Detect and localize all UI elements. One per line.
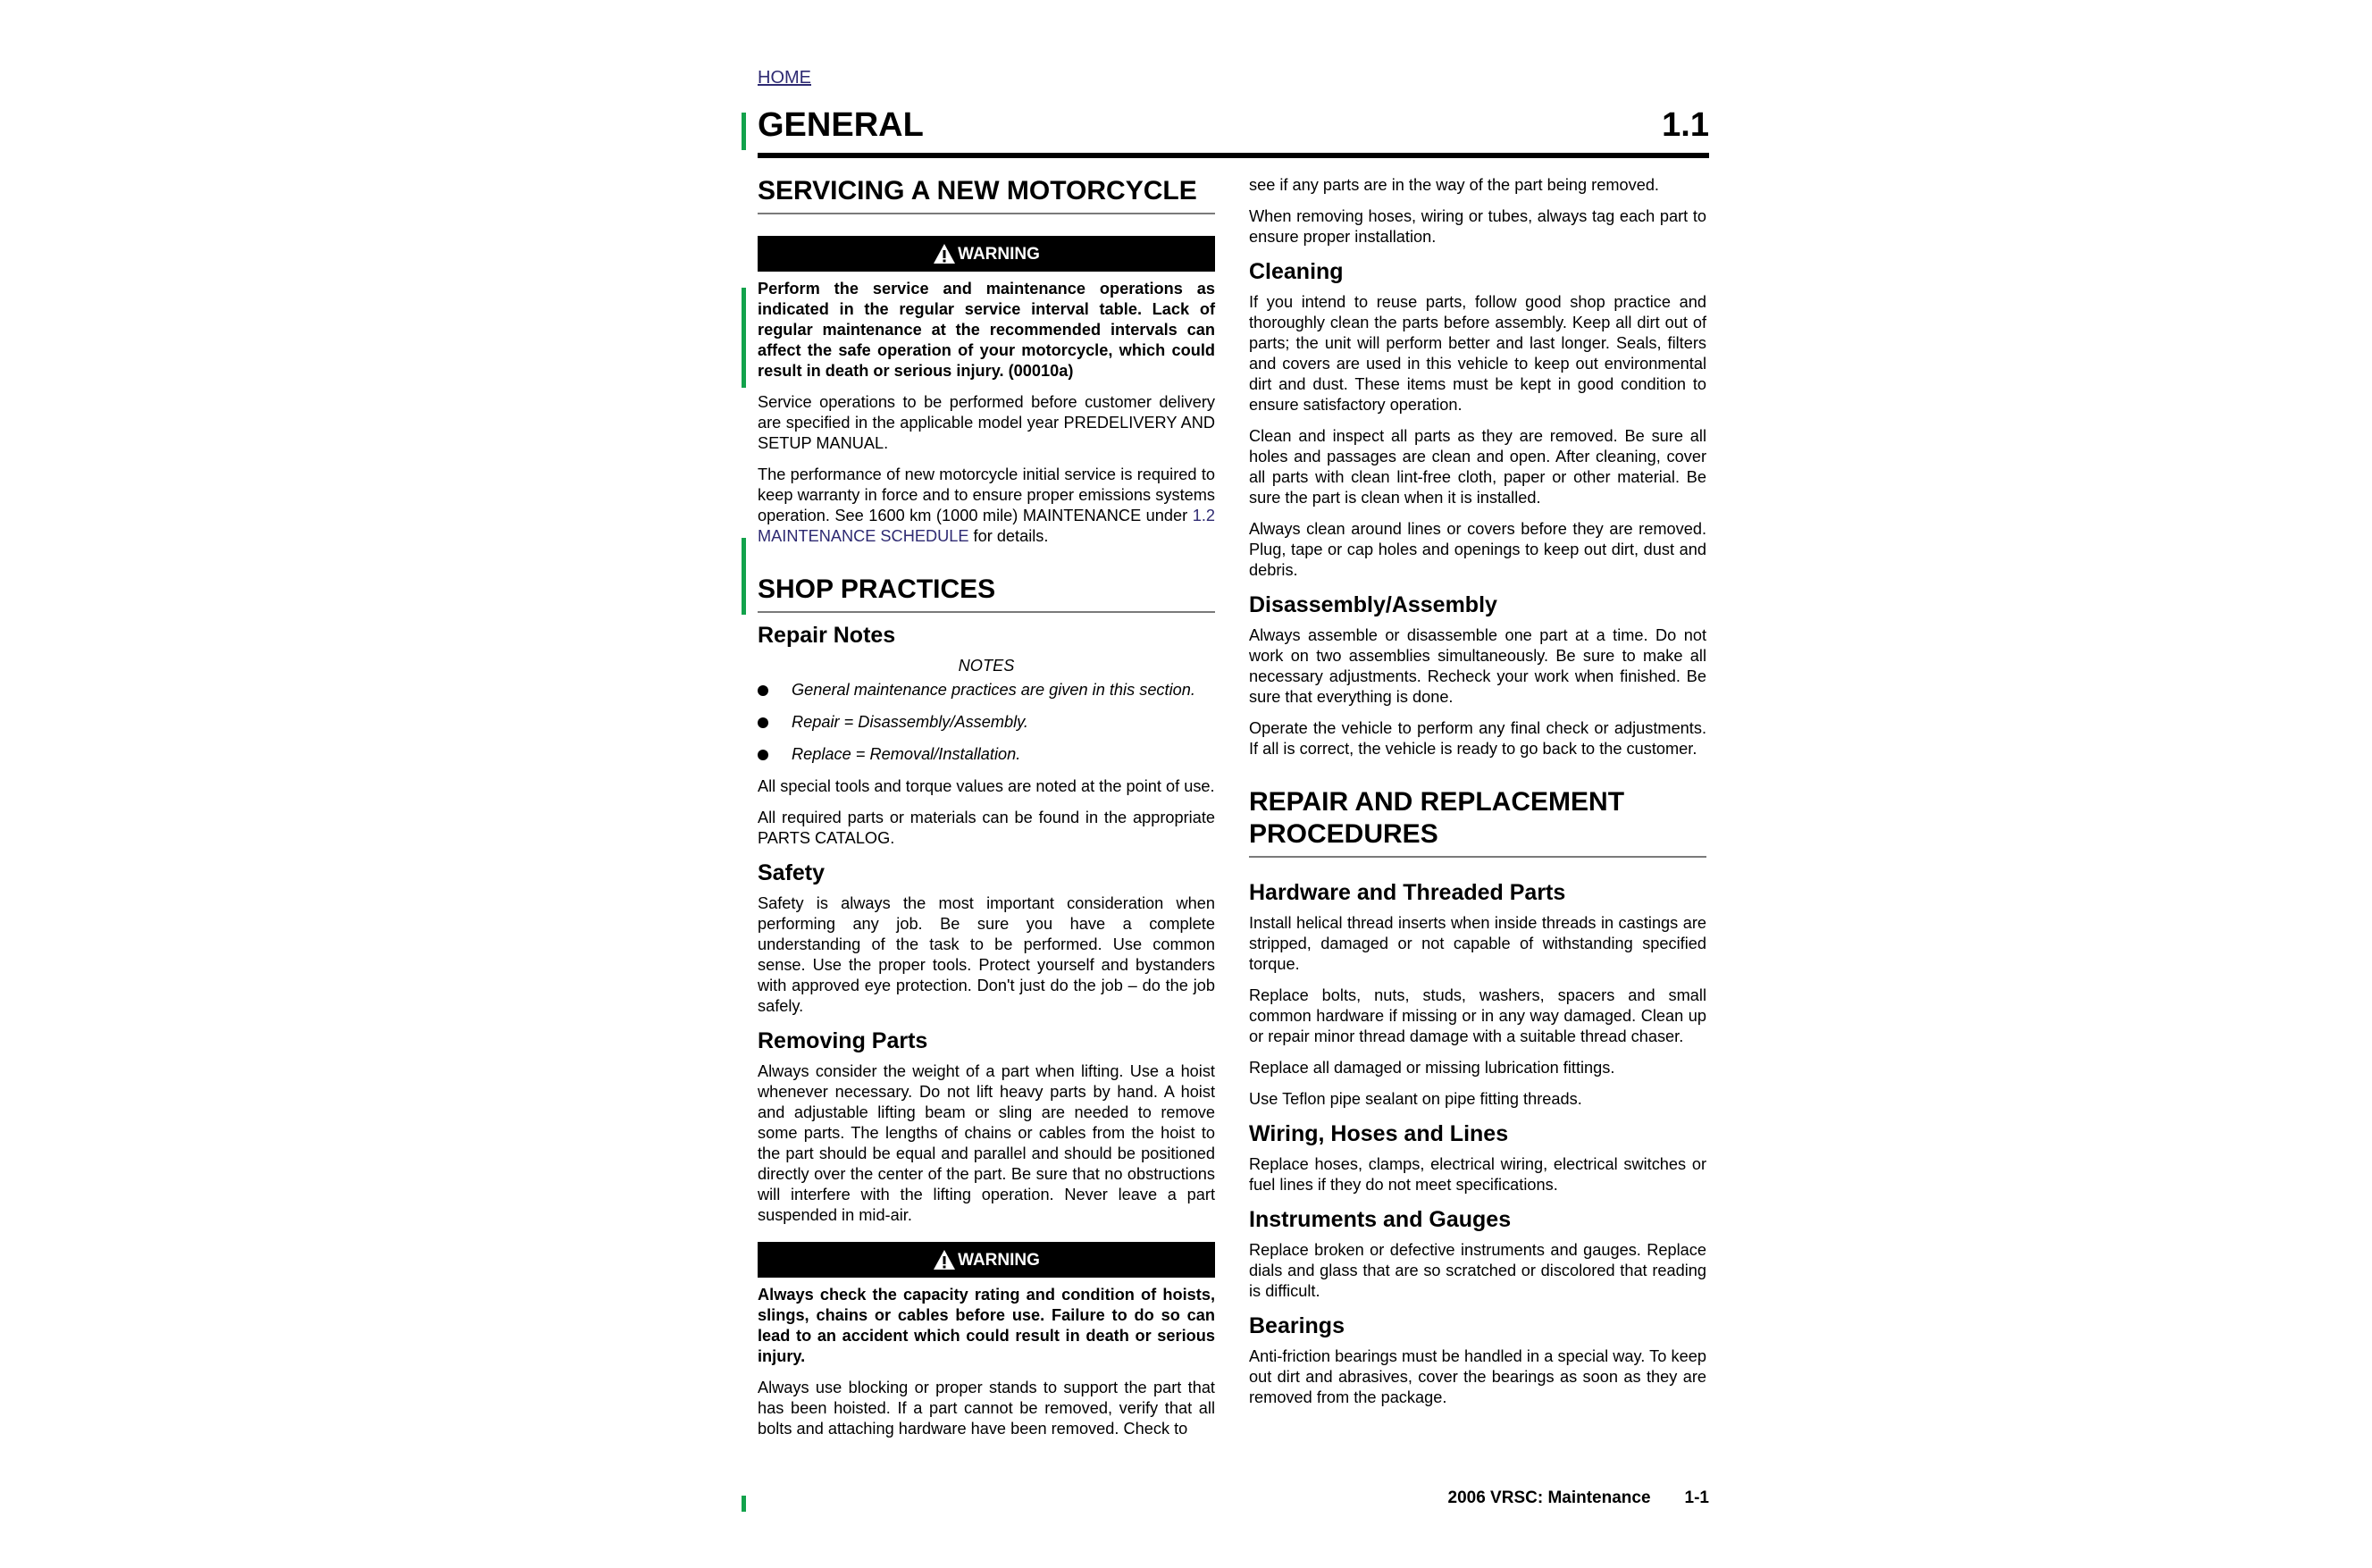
repair-notes-heading: Repair Notes — [758, 623, 896, 648]
disassembly-heading: Disassembly/Assembly — [1249, 592, 1497, 617]
warning-text: Perform the service and maintenance operations as indicated in the regular service interval table. Lack of regular maintenance at the recommended intervals can affect the safe operation of your motorcycle, which could result in death or serious injury. (00010a) — [758, 280, 1215, 380]
change-bar-title — [742, 113, 746, 150]
footer-manual-title: 2006 VRSC: Maintenance — [1447, 1488, 1651, 1507]
disassembly-paragraph: Always assemble or disassemble one part at a time. Do not work on two assemblies simultaneously. Be sure to make all necessary adjustments. Recheck your work when finished. Be sure that everything is done. — [1249, 626, 1706, 706]
repair-heading-line: PROCEDURES — [1249, 819, 1438, 849]
list-item: Repair = Disassembly/Assembly. — [758, 712, 1215, 733]
cleaning-paragraph: Always clean around lines or covers before they are removed. Plug, tape or cap holes and openings to keep out dirt, dust and debris. — [1249, 520, 1706, 579]
change-bar-footer — [742, 1496, 746, 1512]
initial-service-tail: for details. — [968, 527, 1049, 545]
title-row — [758, 104, 1709, 159]
warning-banner — [758, 1242, 1215, 1278]
warning-banner — [758, 236, 1215, 272]
special-tools-paragraph: All special tools and torque values are noted at the point of use. — [758, 777, 1215, 795]
cleaning-paragraph: Clean and inspect all parts as they are removed. Be sure all holes and passages are clean and open. After cleaning, cover all parts with clean lint-free cloth, paper or other material. Be sure the part is clean when it is installed. — [1249, 427, 1706, 507]
hardware-paragraph: Install helical thread inserts when inside threads in castings are stripped, damaged or not capable of withstanding specified torque. — [1249, 914, 1706, 973]
repair-heading-line: REPAIR AND REPLACEMENT — [1249, 787, 1625, 817]
title-rule — [758, 153, 1709, 158]
hardware-paragraph: Replace all damaged or missing lubrication fittings. — [1249, 1059, 1615, 1077]
instruments-heading: Instruments and Gauges — [1249, 1207, 1512, 1232]
safety-heading: Safety — [758, 860, 826, 885]
left-column — [758, 175, 1215, 1450]
list-item: Replace = Removal/Installation. — [758, 744, 1215, 765]
cleaning-heading: Cleaning — [1249, 259, 1344, 284]
parts-catalog-paragraph: All required parts or materials can be found in the appropriate PARTS CATALOG. — [758, 809, 1215, 847]
hardware-paragraph: Replace bolts, nuts, studs, washers, spacers and small common hardware if missing or in any way damaged. Clean up or repair minor thread damage with a suitable thread chaser. — [1249, 986, 1706, 1045]
instruments-paragraph: Replace broken or defective instruments and gauges. Replace dials and glass that are so scratched or discolored that reading is difficult. — [1249, 1241, 1706, 1300]
warning-triangle-icon — [933, 243, 956, 264]
change-bar-shop — [742, 538, 746, 615]
tag-parts-paragraph: When removing hoses, wiring or tubes, always tag each part to ensure proper installation. — [1249, 207, 1706, 246]
maintenance-schedule-link[interactable]: 1.2 MAINTENANCE SCHEDULE — [758, 507, 1215, 545]
footer-page-number: 1-1 — [1684, 1488, 1709, 1507]
list-item: General maintenance practices are given in this section. — [758, 680, 1215, 700]
wiring-heading: Wiring, Hoses and Lines — [1249, 1121, 1509, 1146]
initial-service-text: The performance of new motorcycle initial service is required to keep warranty in force and to ensure proper emissions systems operation. See 1600 km (1000 mile) MAINTENANCE under — [758, 465, 1215, 524]
warning-label: WARNING — [958, 1250, 1040, 1270]
warning-label: WARNING — [958, 244, 1040, 264]
shop-practices-heading: SHOP PRACTICES — [758, 574, 1215, 613]
safety-paragraph: Safety is always the most important consideration when performing any job. Be sure you have a complete understanding of the task to be performed. Use common sense. Use the proper tools. Protect yourself and bystanders with approved eye protection. Don't just do the job – do the job safely. — [758, 894, 1215, 1015]
removing-parts-paragraph: Always consider the weight of a part when lifting. Use a hoist whenever necessary. Do not lift heavy parts by hand. A hoist and adjustable lifting beam or sling are needed to remove some parts. The lengths of chains or cables from the hoist to the part should be equal and parallel and should be positioned directly over the center of the part. Be sure that no obstructions will interfere with the lifting operation. Never leave a part suspended in mid-air. — [758, 1062, 1215, 1224]
repair-replacement-heading — [1249, 786, 1706, 858]
predelivery-paragraph: Service operations to be performed before customer delivery are specified in the applicable model year PREDELIVERY AND SETUP MANUAL. — [758, 393, 1215, 452]
notes-label: NOTES — [958, 657, 1015, 675]
hoist-warning-text: Always check the capacity rating and condition of hoists, slings, chains or cables before use. Failure to do so can lead to an accident which could result in death or serious injury. — [758, 1286, 1215, 1365]
hardware-paragraph: Use Teflon pipe sealant on pipe fitting threads. — [1249, 1090, 1582, 1108]
cleaning-paragraph: If you intend to reuse parts, follow good shop practice and thoroughly clean the parts before assembly. Keep all dirt out of parts; the unit will perform better and last longer. Seals, filters and covers are used in this vehicle to keep out environmental dirt and dust. These items must be kept in good condition to ensure satisfactory operation. — [1249, 293, 1706, 414]
page-footer — [1448, 1488, 1710, 1508]
wiring-paragraph: Replace hoses, clamps, electrical wiring, electrical switches or fuel lines if they do not meet specifications. — [1249, 1155, 1706, 1194]
removing-parts-heading: Removing Parts — [758, 1028, 928, 1053]
manual-page — [758, 0, 1709, 1568]
disassembly-paragraph: Operate the vehicle to perform any final check or adjustments. If all is correct, the vehicle is ready to go back to the customer. — [1249, 719, 1706, 758]
blocking-paragraph: Always use blocking or proper stands to support the part that has been hoisted. If a part cannot be removed, verify that all bolts and attaching hardware have been removed. Check to — [758, 1379, 1215, 1438]
home-link[interactable]: HOME — [758, 68, 811, 88]
change-bar-warning — [742, 288, 746, 388]
initial-service-paragraph — [758, 465, 1215, 547]
bearings-paragraph: Anti-friction bearings must be handled in a special way. To keep out dirt and abrasives, cover the bearings as soon as they are removed from the package. — [1249, 1347, 1706, 1406]
right-column — [1249, 175, 1706, 1419]
servicing-heading: SERVICING A NEW MOTORCYCLE — [758, 175, 1215, 214]
bearings-heading: Bearings — [1249, 1313, 1345, 1338]
notes-list — [758, 680, 1215, 765]
continued-paragraph: see if any parts are in the way of the part being removed. — [1249, 176, 1659, 194]
section-number: 1.1 — [1662, 106, 1709, 144]
page-title: GENERAL — [758, 106, 924, 144]
hardware-heading: Hardware and Threaded Parts — [1249, 880, 1566, 905]
warning-triangle-icon — [933, 1249, 956, 1270]
